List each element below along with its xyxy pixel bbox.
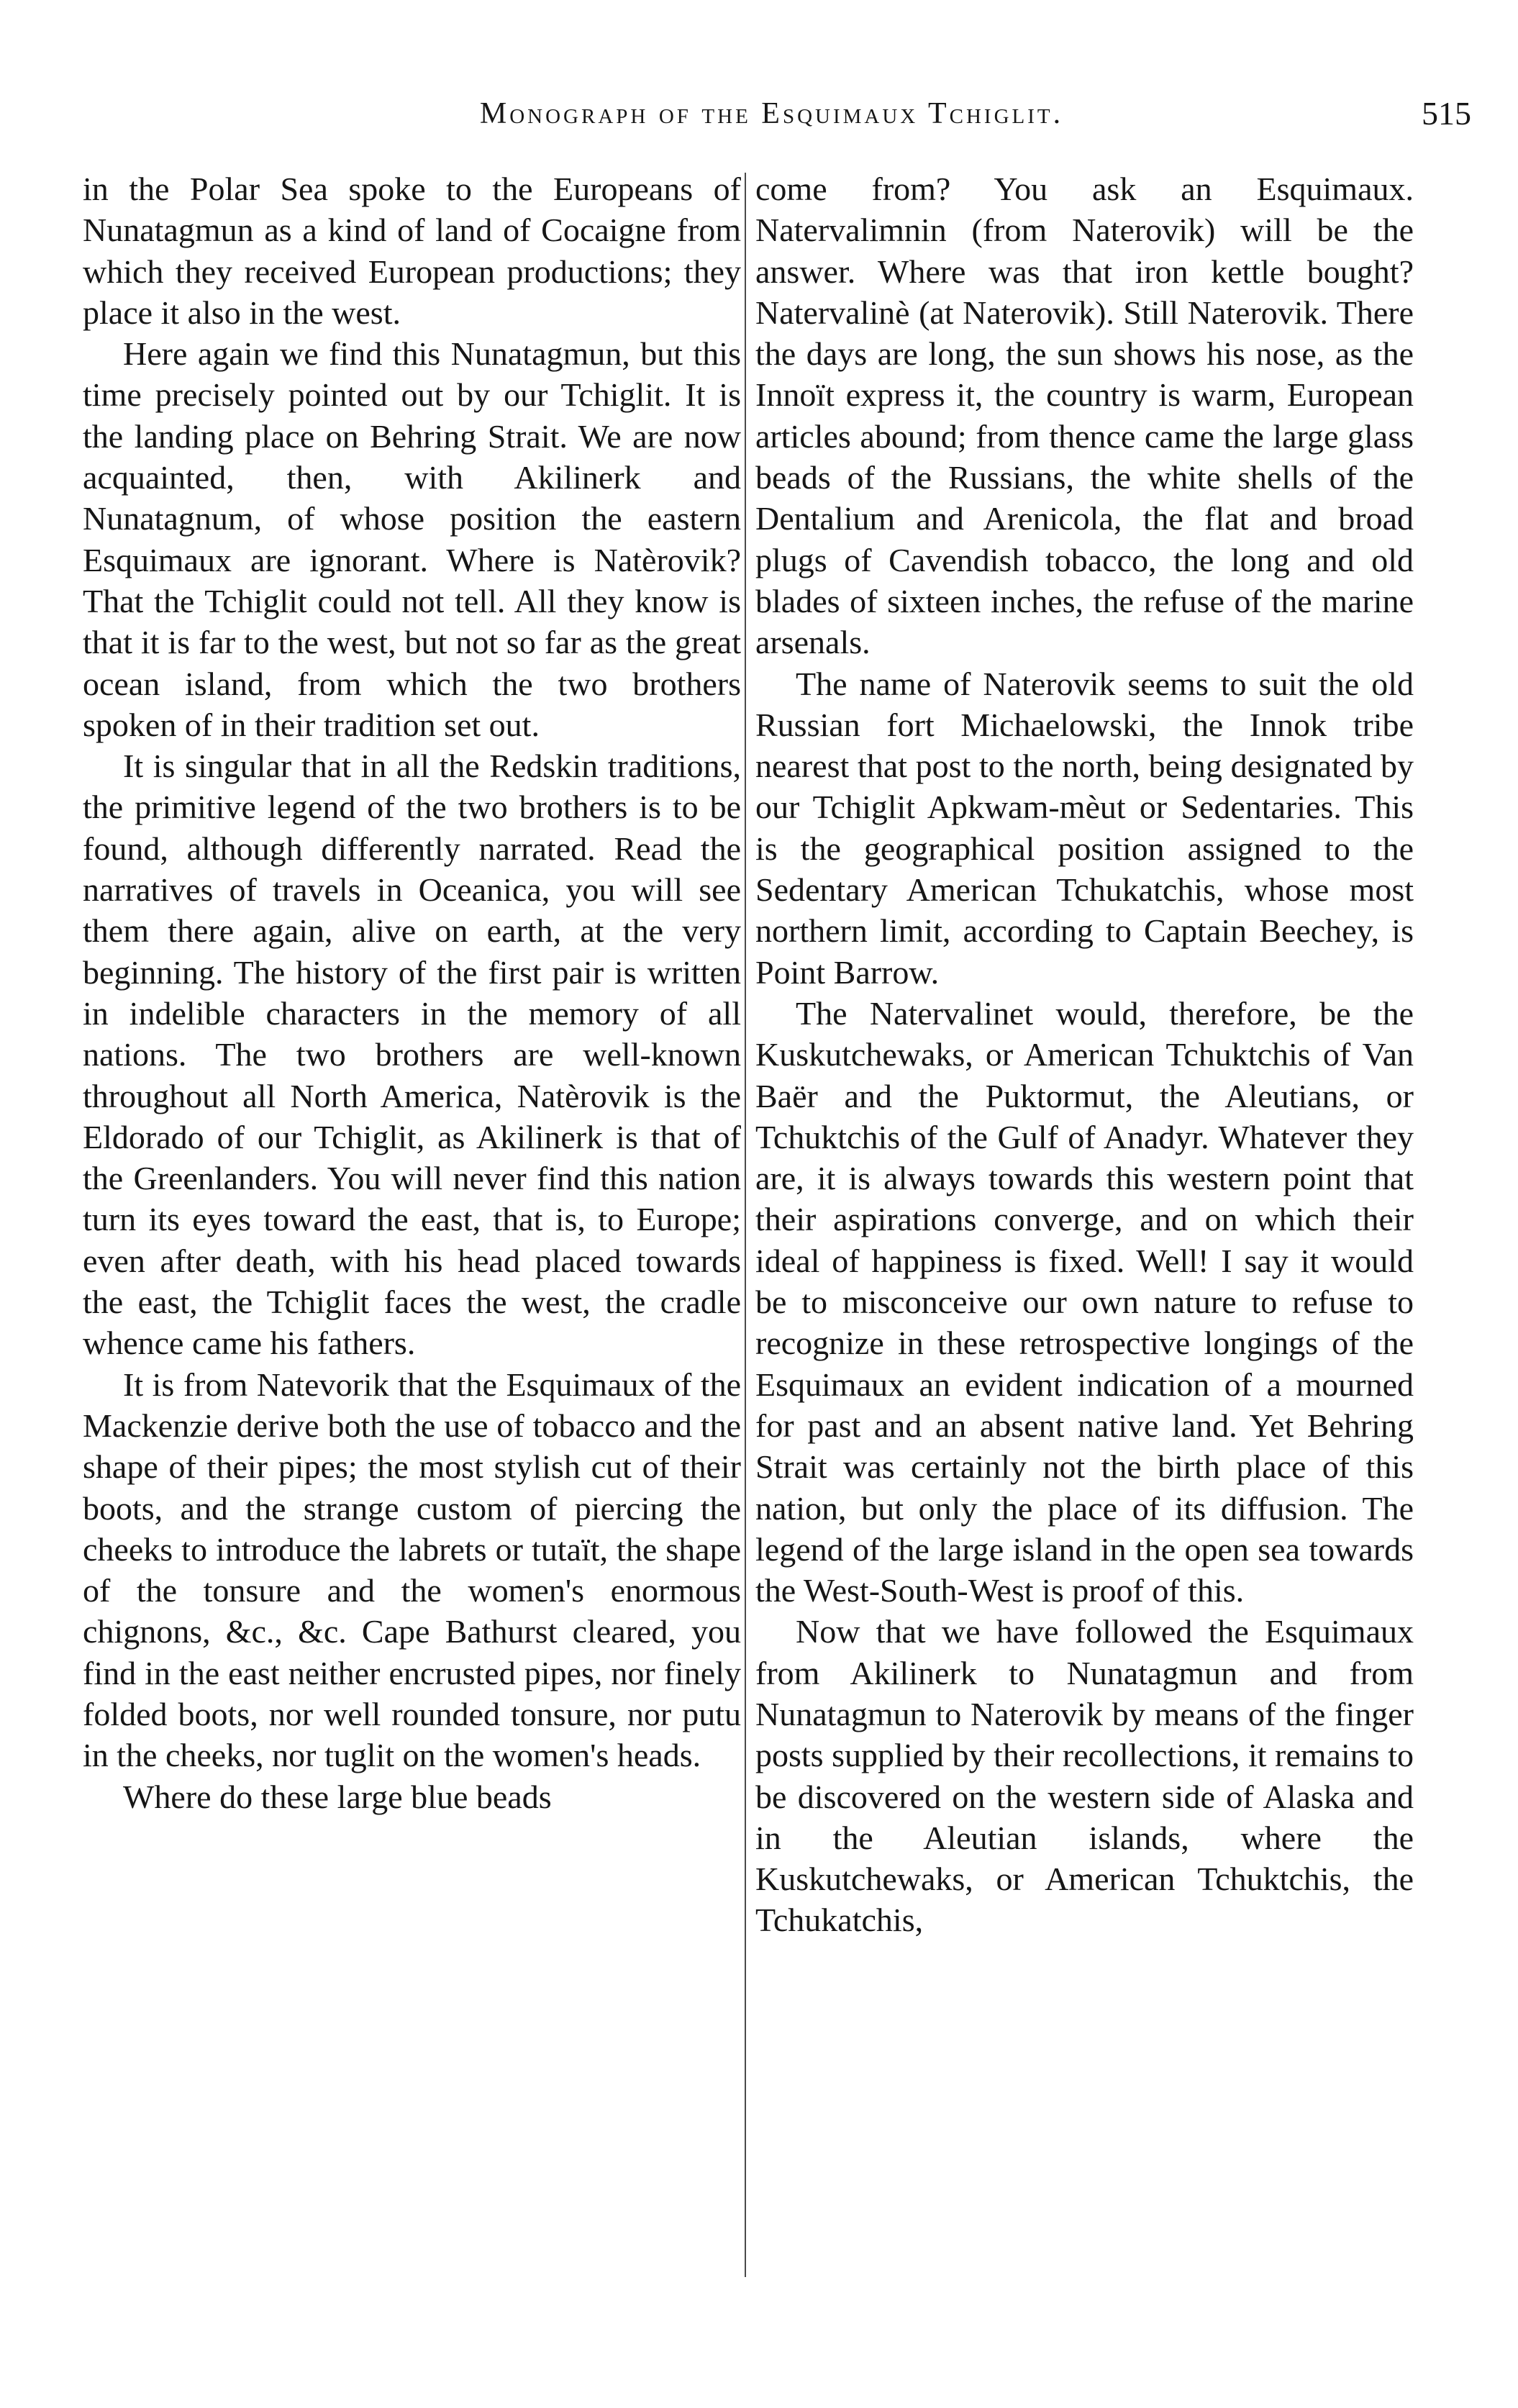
paragraph: come from? You ask an Esquimaux. Natervalimnin (from Naterovik) will be the answer. Where was that iron kettle bought? Natervalinè (at Naterovik). Still Naterovik. There the days are long, the sun shows his nose, as the Innoït express it, the country is warm, European articles abound; from thence came the large glass beads of the Russians, the white shells of the Dentalium and Arenicola, the flat and broad plugs of Cavendish tobacco, the long and old blades of sixteen inches, the refuse of the marine arsenals. (755, 171, 1414, 661)
page-number: 515 (1422, 95, 1471, 132)
running-title: Monograph of the Esquimaux Tchiglit. (479, 97, 1064, 130)
paragraph: Now that we have followed the Esquimaux from Akilinerk to Nunatagmun and from Nunatagmun to Naterovik by means of the finger posts supplied by their recollections, it remains to be discovered on the western side of Alaska and in the Aleutian islands, where the Kuskutchewaks, or American Tchuktchis, the Tchukatchis, (755, 1613, 1414, 1939)
paragraph: The Natervalinet would, therefore, be the Kuskutchewaks, or American Tchuktchis of Van Baër and the Puktormut, the Aleutians, or Tchuktchis of the Gulf of Anadyr. Whatever they are, it is always towards this western point that their aspirations converge, and on which their ideal of happiness is fixed. Well! I say it would be to misconceive our own nature to refuse to recognize in these retrospective longings of the Esquimaux an evident indication of a mourned for past and an absent native land. Yet Behring Strait was certainly not the birth place of this nation, but only the place of its diffusion. The legend of the large island in the open sea towards the West-South-West is proof of this. (755, 994, 1414, 1609)
paragraph: in the Polar Sea spoke to the Europeans of Nunatagmun as a kind of land of Cocaigne from which they received European productions; they place it also in the west. (83, 171, 741, 331)
paragraph: Here again we find this Nunatagmun, but this time precisely pointed out by our Tchiglit. It is the landing place on Behring Strait. We are now acquainted, then, with Akilinerk and Nunatagnum, of whose position the eastern Esquimaux are ignorant. Where is Natèrovik? That the Tchiglit could not tell. All they know is that it is far to the west, but not so far as the great ocean island, from which the two brothers spoken of in their tradition set out. (83, 335, 741, 743)
column-divider (745, 173, 746, 2277)
left-column (83, 168, 741, 1817)
right-column (755, 168, 1414, 1941)
paragraph: Where do these large blue beads (123, 1778, 552, 1815)
paragraph: The name of Naterovik seems to suit the old Russian fort Michaelowski, the Innok tribe nearest that post to the north, being designated by our Tchiglit Apkwam-mèut or Sedentaries. This is the geographical position assigned to the Sedentary American Tchukatchis, whose most northern limit, according to Captain Beechey, is Point Barrow. (755, 665, 1414, 991)
paragraph: It is singular that in all the Redskin traditions, the primitive legend of the two brothers is to be found, although differently narrated. Read the narratives of travels in Oceanica, you will see them there again, alive on earth, at the very beginning. The history of the first pair is written in indelible characters in the memory of all nations. The two brothers are well-known throughout all North America, Natèrovik is the Eldorado of our Tchiglit, as Akilinerk is that of the Greenlanders. You will never find this nation turn its eyes toward the east, that is, to Europe; even after death, with his head placed towards the east, the Tchiglit faces the west, the cradle whence came his fathers. (83, 748, 741, 1362)
paragraph: It is from Natevorik that the Esquimaux of the Mackenzie derive both the use of tobacco and the shape of their pipes; the most stylish cut of their boots, and the strange custom of piercing the cheeks to introduce the labrets or tutaït, the shape of the tonsure and the women's enormous chignons, &c., &c. Cape Bathurst cleared, you find in the east neither encrusted pipes, nor finely folded boots, nor well rounded tonsure, nor putu in the cheeks, nor tuglit on the women's heads. (83, 1366, 741, 1774)
page-header (72, 85, 1471, 142)
